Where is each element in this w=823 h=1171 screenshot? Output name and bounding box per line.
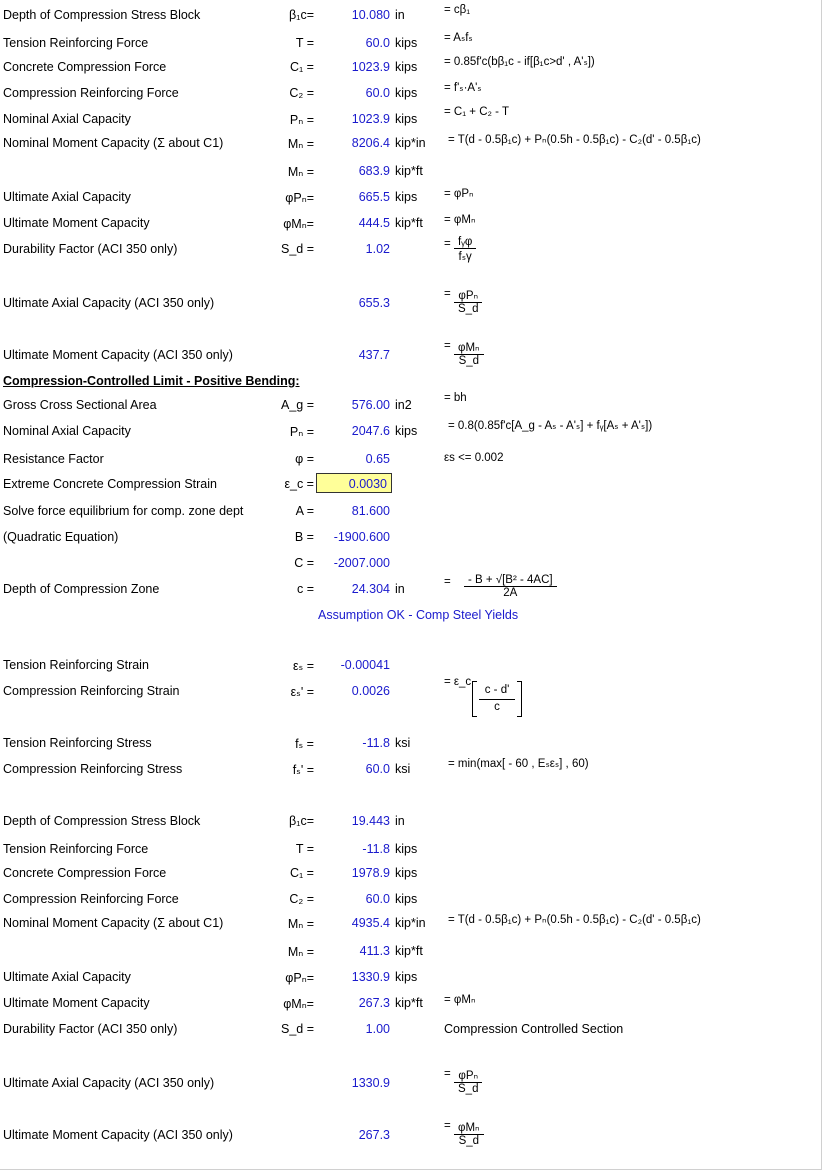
unit: kips: [395, 60, 418, 74]
symbol: C₂ =: [289, 892, 314, 906]
value-cell[interactable]: 0.0026: [351, 684, 390, 698]
label: Nominal Moment Capacity (Σ about C1): [3, 136, 224, 150]
formula: = 0.8(0.85f'c[A_g - Aₛ - A'ₛ] + fᵧ[Aₛ + A'ₛ]): [448, 420, 653, 432]
formula: = min(max[ - 60 , Eₛεₛ] , 60): [448, 758, 589, 770]
fraction-numerator: φPₙ: [454, 288, 482, 303]
symbol: φMₙ=: [283, 217, 314, 231]
label: Concrete Compression Force: [3, 866, 167, 880]
symbol: ε_c =: [284, 477, 314, 491]
value-cell[interactable]: 1.02: [365, 242, 390, 256]
row-nominal-moment-ft: [0, 162, 820, 184]
unit: kips: [395, 86, 418, 100]
row-ultimate-axial-2: [0, 968, 820, 990]
row-compression-reinforcing: [0, 84, 820, 106]
axial-aci350-fraction-2: [454, 1068, 482, 1095]
unit: in2: [395, 398, 412, 412]
formula-prefix: =: [444, 340, 451, 352]
strain-bracket: [472, 682, 522, 716]
symbol: εₛ =: [292, 659, 314, 673]
label: Ultimate Moment Capacity: [3, 996, 150, 1010]
label: Tension Reinforcing Force: [3, 36, 149, 50]
label: Ultimate Axial Capacity (ACI 350 only): [3, 296, 215, 310]
symbol: S_d =: [280, 1022, 314, 1036]
symbol: Mₙ =: [287, 165, 314, 179]
label: Concrete Compression Force: [3, 60, 167, 74]
label: Ultimate Moment Capacity (ACI 350 only): [3, 348, 233, 362]
value-cell[interactable]: 1330.9: [351, 970, 390, 984]
moment-aci350-fraction: [454, 340, 484, 367]
unit: kip*ft: [395, 996, 423, 1010]
value-cell[interactable]: 267.3: [358, 1128, 390, 1142]
formula: = φPₙ: [444, 188, 474, 200]
row-concrete-compression-2: [0, 864, 820, 886]
bracket-fraction-line: [479, 699, 515, 700]
label: Gross Cross Sectional Area: [3, 398, 157, 412]
symbol: S_d =: [280, 242, 314, 256]
row-ultimate-axial-aci350-2: [0, 1068, 820, 1096]
label: Ultimate Moment Capacity (ACI 350 only): [3, 1128, 233, 1142]
value-cell[interactable]: 19.443: [351, 814, 390, 828]
row-depth-stress-block-2: [0, 812, 820, 834]
row-tension-force: [0, 34, 820, 56]
value-cell[interactable]: 2047.6: [351, 424, 390, 438]
value-cell[interactable]: 60.0: [365, 86, 390, 100]
row-depth-stress-block: [0, 6, 820, 28]
value-cell[interactable]: 24.304: [351, 582, 390, 596]
unit: kip*ft: [395, 164, 423, 178]
bracket-denominator: c: [494, 701, 500, 713]
symbol: Pₙ =: [289, 425, 314, 439]
value-cell[interactable]: -2007.000: [333, 556, 390, 570]
bracket-numerator: c - d': [484, 684, 510, 696]
fraction-denominator: S_d: [458, 303, 479, 315]
row-nominal-axial: [0, 106, 820, 132]
unit: kip*ft: [395, 216, 423, 230]
symbol: φPₙ=: [285, 191, 314, 205]
row-ultimate-axial: [0, 188, 820, 210]
fraction-numerator: fᵧφ: [454, 236, 476, 249]
symbol: Mₙ =: [287, 917, 314, 931]
formula: = 0.85f'c(bβ₁c - if[β₁c>d' , A'ₛ]): [444, 56, 595, 68]
unit: in: [395, 582, 405, 596]
value-cell[interactable]: -11.8: [362, 842, 390, 856]
fraction-denominator: S_d: [458, 1083, 479, 1095]
fraction-denominator: S_d: [458, 355, 480, 367]
row-tension-stress: [0, 734, 820, 756]
unit: kip*in: [395, 916, 426, 930]
unit: kip*ft: [395, 944, 423, 958]
value-cell[interactable]: 665.5: [358, 190, 390, 204]
formula-prefix: =: [444, 238, 451, 250]
label: Durability Factor (ACI 350 only): [3, 1022, 178, 1036]
label: Compression Reinforcing Stress: [3, 762, 183, 776]
value-cell[interactable]: 411.3: [359, 944, 390, 958]
label: Compression Reinforcing Force: [3, 86, 179, 100]
symbol: fₛ =: [295, 737, 314, 751]
label: Ultimate Axial Capacity (ACI 350 only): [3, 1076, 215, 1090]
row-tension-strain: [0, 656, 820, 678]
row-nominal-moment-ft-2: [0, 942, 820, 964]
formula: = T(d - 0.5β₁c) + Pₙ(0.5h - 0.5β₁c) - C₂(d' - 0.5β₁c): [448, 134, 701, 146]
formula: = f'ₛ·A'ₛ: [444, 82, 482, 94]
row-ultimate-moment: [0, 214, 820, 236]
row-depth-compression-zone: [0, 576, 820, 602]
quadratic-fraction: [464, 574, 557, 599]
label: Durability Factor (ACI 350 only): [3, 242, 178, 256]
row-concrete-compression: [0, 58, 820, 80]
label: Tension Reinforcing Force: [3, 842, 149, 856]
formula: = cβ₁: [444, 4, 471, 16]
row-resistance-factor: [0, 450, 820, 472]
value-cell[interactable]: 437.7: [358, 348, 390, 362]
value-cell[interactable]: 444.5: [358, 216, 390, 230]
symbol: Mₙ =: [287, 945, 314, 959]
value-cell[interactable]: 683.9: [358, 164, 390, 178]
unit: in: [395, 814, 405, 828]
label: Nominal Axial Capacity: [3, 112, 131, 126]
value-cell[interactable]: 1023.9: [351, 112, 390, 126]
unit: kips: [395, 112, 418, 126]
fraction-denominator: S_d: [458, 1135, 480, 1147]
symbol: C =: [294, 556, 314, 570]
row-coefficient-b: [0, 528, 820, 550]
symbol: T =: [295, 842, 314, 856]
symbol: A =: [295, 504, 314, 518]
formula-prefix: =: [444, 1120, 451, 1132]
moment-aci350-fraction-2: [454, 1120, 484, 1147]
label: Compression Reinforcing Strain: [3, 684, 180, 698]
fraction-denominator: fₛγ: [458, 251, 472, 263]
label: Tension Reinforcing Stress: [3, 736, 152, 750]
formula-prefix: =: [444, 288, 451, 300]
row-nominal-moment-2: [0, 914, 820, 936]
symbol: c =: [296, 582, 314, 596]
symbol: fₛ' =: [292, 763, 314, 777]
formula: = bh: [444, 392, 467, 404]
unit: kips: [395, 190, 418, 204]
axial-aci350-fraction: [454, 288, 482, 315]
label: Ultimate Axial Capacity: [3, 190, 131, 204]
durability-fraction: [454, 236, 476, 263]
value-cell[interactable]: 0.65: [365, 452, 390, 466]
value-cell[interactable]: 655.3: [358, 296, 390, 310]
symbol: β₁c=: [289, 8, 314, 22]
label: Resistance Factor: [3, 452, 104, 466]
unit: kips: [395, 424, 418, 438]
formula-prefix: =: [444, 1068, 451, 1080]
formula: = φMₙ: [444, 994, 476, 1006]
formula: = φMₙ: [444, 214, 476, 226]
symbol: T =: [295, 36, 314, 50]
value-cell[interactable]: 60.0: [365, 762, 390, 776]
formula: Compression Controlled Section: [444, 1022, 624, 1036]
label: Extreme Concrete Compression Strain: [3, 477, 217, 491]
label: Depth of Compression Zone: [3, 582, 160, 596]
symbol: β₁c=: [289, 814, 314, 828]
unit: in: [395, 8, 405, 22]
formula: = C₁ + C₂ - T: [444, 106, 510, 118]
value-cell[interactable]: 576.00: [351, 398, 390, 412]
symbol: C₁ =: [289, 60, 314, 74]
label: Nominal Moment Capacity (Σ about C1): [3, 916, 224, 930]
symbol: C₂ =: [289, 86, 314, 100]
unit: kips: [395, 970, 418, 984]
formula-prefix: =: [444, 576, 451, 588]
row-ultimate-axial-aci350: [0, 288, 820, 316]
unit: kips: [395, 842, 418, 856]
symbol: φPₙ=: [285, 971, 314, 985]
row-ultimate-moment-2: [0, 994, 820, 1016]
row-compression-stress: [0, 760, 820, 782]
symbol: φ =: [295, 452, 314, 466]
row-tension-force-2: [0, 840, 820, 862]
label: Ultimate Moment Capacity: [3, 216, 150, 230]
row-section-heading: [0, 372, 820, 394]
row-ultimate-moment-aci350-2: [0, 1120, 820, 1148]
symbol: φMₙ=: [283, 997, 314, 1011]
fraction-numerator: φMₙ: [454, 1120, 484, 1135]
row-compression-reinforcing-2: [0, 890, 820, 912]
value-cell[interactable]: 60.0: [365, 36, 390, 50]
value-cell[interactable]: 1023.9: [351, 60, 390, 74]
symbol: B =: [294, 530, 314, 544]
fraction-denominator: 2A: [503, 587, 518, 599]
row-nominal-moment: [0, 134, 820, 156]
value-cell[interactable]: 8206.4: [351, 136, 390, 150]
value-cell[interactable]: -11.8: [362, 736, 390, 750]
assumption-note: Assumption OK - Comp Steel Yields: [318, 608, 519, 622]
row-nominal-axial-2: [0, 422, 820, 444]
row-compression-strain: [0, 676, 820, 704]
fraction-numerator: φPₙ: [454, 1068, 482, 1083]
unit: ksi: [395, 762, 411, 776]
formula-prefix: = ε_c: [444, 676, 472, 688]
symbol: Pₙ =: [289, 113, 314, 127]
row-extreme-strain: [0, 473, 820, 495]
strain-input-cell[interactable]: 0.0030: [316, 473, 392, 493]
formula: εs <= 0.002: [444, 452, 504, 464]
value-cell[interactable]: 60.0: [365, 892, 390, 906]
row-coefficient-c: [0, 554, 820, 576]
row-ultimate-moment-aci350: [0, 340, 820, 368]
label: (Quadratic Equation): [3, 530, 119, 544]
label: Nominal Axial Capacity: [3, 424, 131, 438]
fraction-numerator: - B + √[B² - 4AC]: [464, 574, 557, 587]
symbol: A_g =: [280, 398, 314, 412]
unit: kips: [395, 36, 418, 50]
symbol: εₛ' =: [290, 685, 314, 699]
unit: kips: [395, 892, 418, 906]
value-cell[interactable]: 1978.9: [351, 866, 390, 880]
label: Tension Reinforcing Strain: [3, 658, 149, 672]
unit: kip*in: [395, 136, 426, 150]
row-coefficient-a: [0, 502, 820, 524]
row-durability-factor-2: [0, 1020, 820, 1042]
value-cell[interactable]: 1.00: [365, 1022, 390, 1036]
label: Depth of Compression Stress Block: [3, 814, 201, 828]
value-cell[interactable]: 81.600: [351, 504, 390, 518]
value-cell[interactable]: 10.080: [351, 8, 390, 22]
symbol: C₁ =: [289, 866, 314, 880]
fraction-numerator: φMₙ: [454, 340, 484, 355]
symbol: Mₙ =: [287, 137, 314, 151]
section-heading: Compression-Controlled Limit - Positive Bending:: [3, 374, 300, 388]
label: Solve force equilibrium for comp. zone dept: [3, 504, 244, 518]
unit: kips: [395, 866, 418, 880]
formula: = Aₛfₛ: [444, 32, 473, 44]
value-cell[interactable]: -1900.600: [333, 530, 390, 544]
row-durability-factor: [0, 240, 820, 262]
value-cell[interactable]: 267.3: [358, 996, 390, 1010]
formula: = T(d - 0.5β₁c) + Pₙ(0.5h - 0.5β₁c) - C₂(d' - 0.5β₁c): [448, 914, 701, 926]
value-cell[interactable]: 1330.9: [351, 1076, 390, 1090]
value-cell[interactable]: -0.00041: [340, 658, 390, 672]
label: Compression Reinforcing Force: [3, 892, 179, 906]
row-gross-area: [0, 392, 820, 418]
unit: ksi: [395, 736, 411, 750]
value-cell[interactable]: 4935.4: [351, 916, 390, 930]
label: Depth of Compression Stress Block: [3, 8, 201, 22]
label: Ultimate Axial Capacity: [3, 970, 131, 984]
